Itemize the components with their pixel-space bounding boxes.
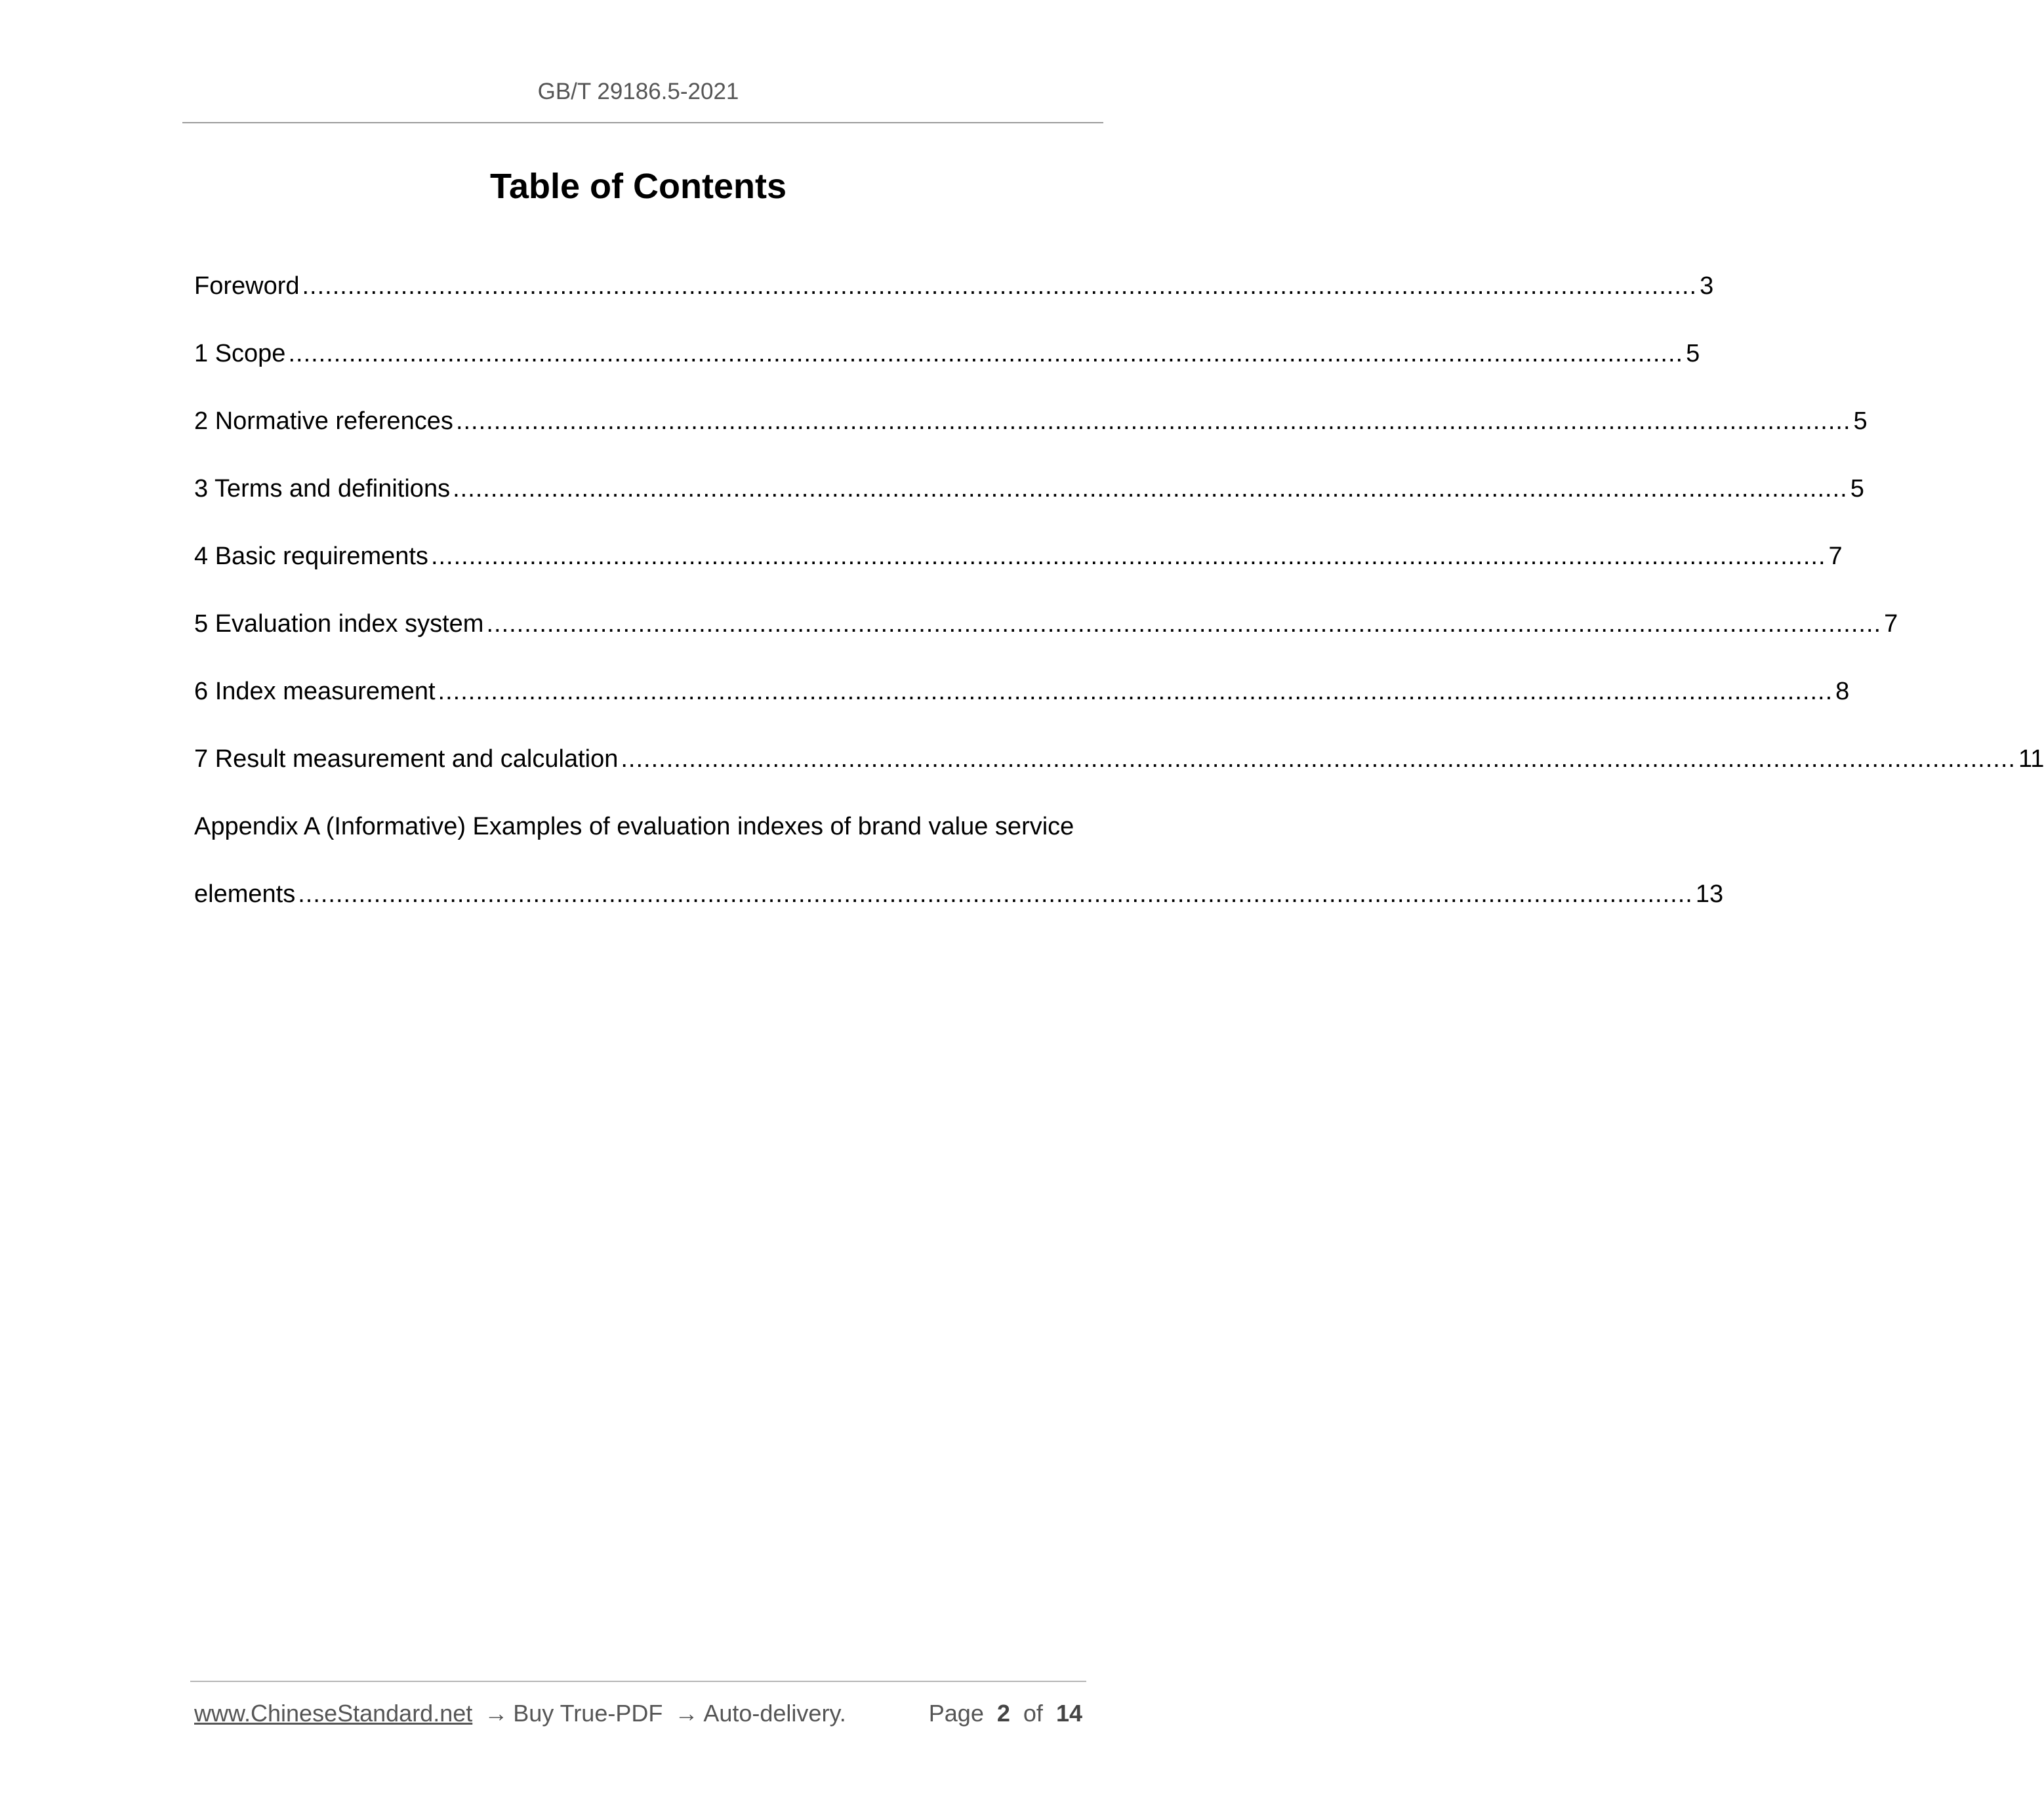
toc-entry-label: 5 Evaluation index system	[194, 610, 484, 638]
dot-leader: ........................................................................................................................................................................................	[302, 272, 1698, 300]
toc-entry-page: 5	[1850, 475, 1864, 503]
toc-entry-appendix-a-line2[interactable]	[194, 876, 1724, 943]
toc-entry-page: 13	[1695, 880, 1724, 908]
toc-entry-scope[interactable]	[194, 335, 1700, 403]
of-word: of	[1023, 1700, 1043, 1727]
dot-leader: ........................................................................................................................................................................................	[453, 475, 1848, 503]
dot-leader: ........................................................................................................................................................................................	[455, 407, 1851, 435]
toc-entry-result-measurement[interactable]	[194, 741, 2044, 808]
toc-entry-page: 7	[1884, 610, 1898, 638]
right-arrow-icon: →	[484, 1700, 508, 1727]
toc-entry-label: Appendix A (Informative) Examples of evaluation indexes of brand value service	[194, 813, 1074, 840]
toc-entry-label: 6 Index measurement	[194, 678, 436, 705]
footer-divider	[190, 1681, 1086, 1682]
toc-entry-basic-requirements[interactable]	[194, 538, 1843, 605]
auto-delivery-text: Auto-delivery.	[703, 1700, 846, 1727]
toc-entry-evaluation-index-system[interactable]	[194, 605, 1898, 673]
dot-leader: ........................................................................................................................................................................................	[298, 880, 1693, 908]
toc-entry-label: elements	[194, 880, 296, 908]
dot-leader: ........................................................................................................................................................................................	[486, 610, 1882, 638]
page-current: 2	[996, 1700, 1010, 1727]
dot-leader: ........................................................................................................................................................................................	[288, 340, 1684, 367]
dot-leader: ........................................................................................................................................................................................	[621, 745, 2016, 773]
page-word: Page	[928, 1700, 984, 1727]
toc-entry-normative-references[interactable]	[194, 403, 1868, 470]
toc-entry-page: 5	[1853, 407, 1868, 435]
header-divider	[182, 122, 1103, 123]
table-of-contents	[194, 268, 2044, 943]
toc-entry-page: 7	[1828, 543, 1843, 570]
website-link[interactable]: www.ChineseStandard.net	[194, 1700, 473, 1727]
toc-entry-terms-and-definitions[interactable]	[194, 470, 1864, 538]
toc-entry-label: 7 Result measurement and calculation	[194, 745, 619, 773]
dot-leader: ........................................................................................................................................................................................	[430, 543, 1826, 570]
right-arrow-icon: →	[674, 1700, 699, 1727]
page-total: 14	[1055, 1700, 1082, 1727]
dot-leader: ........................................................................................................................................................................................	[438, 678, 1833, 705]
footer-promo	[194, 1699, 846, 1728]
toc-entry-label: 1 Scope	[194, 340, 286, 367]
toc-entry-page: 3	[1700, 272, 1714, 300]
toc-entry-page: 8	[1835, 678, 1850, 705]
toc-entry-appendix-a-line1[interactable]	[194, 808, 1090, 876]
toc-entry-page: 5	[1686, 340, 1700, 367]
header-doc-code: GB/T 29186.5-2021	[537, 79, 739, 104]
page-indicator	[929, 1699, 1082, 1728]
toc-entry-label: 3 Terms and definitions	[194, 475, 451, 503]
toc-entry-label: 4 Basic requirements	[194, 543, 428, 570]
toc-entry-label: 2 Normative references	[194, 407, 453, 435]
toc-entry-label: Foreword	[194, 272, 300, 300]
toc-entry-page: 11	[2018, 745, 2044, 773]
buy-pdf-text: Buy True-PDF	[513, 1700, 663, 1727]
toc-entry-foreword[interactable]	[194, 268, 1714, 335]
page-title: Table of Contents	[490, 167, 787, 206]
toc-entry-index-measurement[interactable]	[194, 673, 1850, 741]
